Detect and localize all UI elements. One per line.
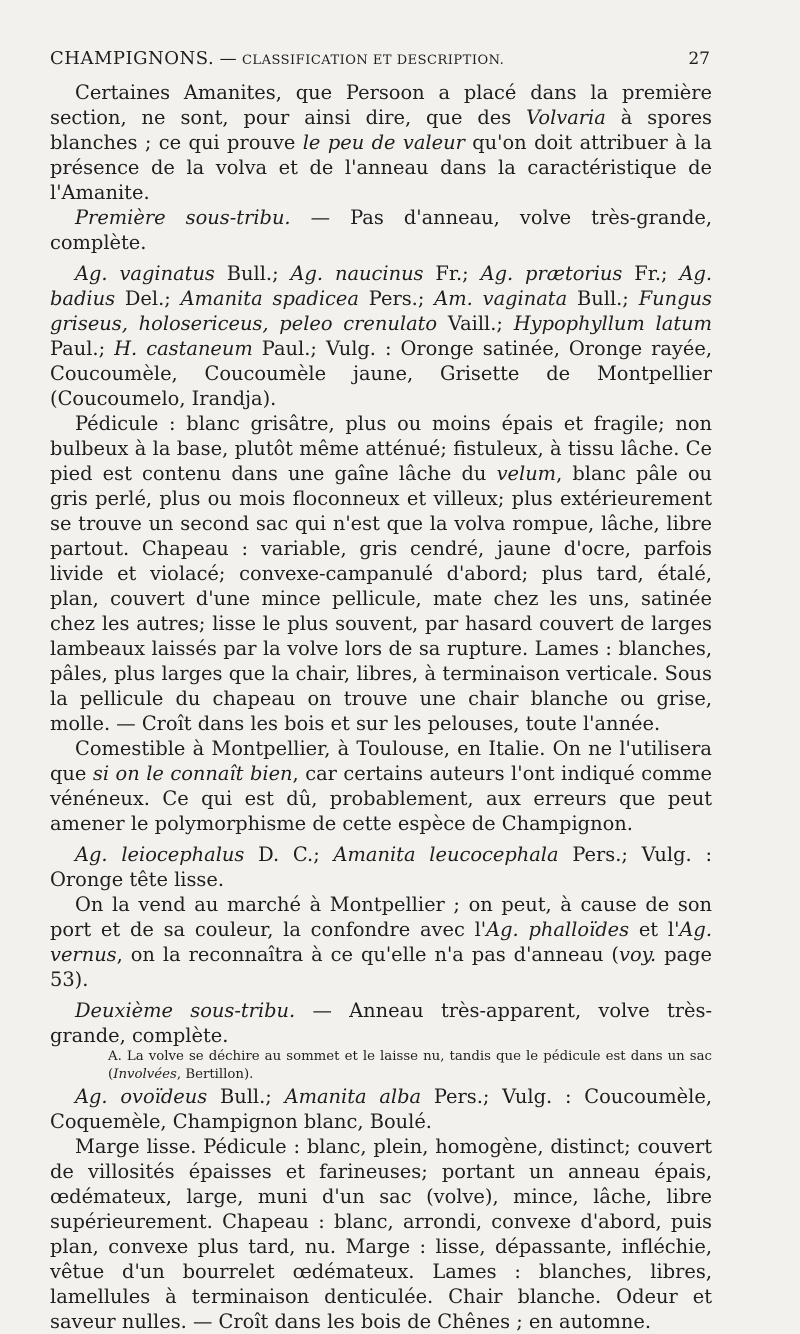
text-run: Fr.;	[622, 262, 680, 285]
italic-text: le peu de valeur	[302, 131, 465, 154]
body-text	[50, 80, 712, 1334]
text-run: , car certains auteurs l'ont indiqué comme vénéneux. Ce qui est dû, probablement, aux erreurs que peut amener le polymorphisme de cette espèce de Champignon.	[50, 762, 712, 835]
text-run: Bull.;	[214, 262, 291, 285]
footnote-paragraph	[50, 1048, 712, 1084]
text-run: , blanc pâle ou gris perlé, plus ou mois floconneux et villeux; plus extérieurement se trouve un second sac qui n'est que la volva rompue, lâche, libre partout. Chapeau : variable, gris cendré, jaune d'ocre, parfois livide et violacé; convexe-campanulé d'abord; plus tard, étalé, plan, couvert d'une mince pellicule, mate chez les uns, satinée chez les autres; lisse le plus souvent, par hasard couvert de larges lambeaux laissés par la volve lors de sa rupture. Lames : blanches, pâles, plus larges que la chair, libres, à terminaison verticale. Sous la pellicule du chapeau on trouve une chair blanche ou grise, molle. — Croît dans les bois et sur les pelouses, toute l'année.	[50, 462, 712, 735]
text-run: — Anneau très-apparent, volve très-grande, complète.	[50, 999, 712, 1047]
text-run: On la vend au marché à Montpellier ; on peut, à cause de son port et de sa couleur, la confondre avec l'	[50, 893, 712, 941]
paragraph	[50, 736, 712, 836]
text-run: D. C.;	[244, 843, 334, 866]
italic-text: Amanita alba	[284, 1085, 422, 1108]
italic-text: Ag. leiocephalus	[75, 843, 245, 866]
paragraph	[50, 205, 712, 255]
italic-text: Ag. naucinus	[290, 262, 424, 285]
header-subtitle: CLASSIFICATION ET DESCRIPTION.	[241, 53, 505, 68]
italic-text: si on le connaît bien	[92, 762, 293, 785]
paragraph	[50, 892, 712, 992]
text-run: Paul.;	[50, 337, 115, 360]
paragraph	[50, 998, 712, 1048]
header-title-group	[50, 48, 504, 69]
paragraph	[50, 80, 712, 205]
text-run: qu'on doit attribuer à la présence de la volva et de l'anneau dans la caractéristique de l'Amanite.	[50, 131, 712, 204]
italic-text: Hypophyllum latum	[513, 312, 712, 335]
text-run: page 53).	[50, 943, 712, 991]
header-separator: —	[219, 49, 237, 69]
italic-text: Volvaria	[526, 106, 606, 129]
italic-text: Ag. phalloïdes	[486, 918, 630, 941]
text-run: Paul.; Vulg. : Oronge satinée, Oronge rayée, Coucoumèle, Coucoumèle jaune, Grisette de Montpellier (Coucoumelo, Irandja).	[50, 337, 712, 410]
italic-text: Ag. vaginatus	[75, 262, 215, 285]
italic-text: velum	[496, 462, 557, 485]
paragraph	[50, 842, 712, 892]
italic-text: Fungus griseus, holosericeus, peleo crenulato	[50, 287, 712, 335]
italic-text: Deuxième sous-tribu.	[75, 999, 296, 1022]
italic-text: Ag. badius	[50, 262, 713, 310]
paragraph	[50, 1134, 712, 1334]
text-run: Certaines Amanites, que Persoon a placé dans la première section, ne sont, pour ainsi dire, que des	[50, 81, 712, 129]
text-run: et l'	[629, 918, 680, 941]
text-run: — Pas d'anneau, volve très-grande, complète.	[50, 206, 712, 254]
text-run: A. La volve se déchire au sommet et le laisse nu, tandis que le pédicule est dans un sac (	[108, 1049, 712, 1082]
paragraph	[50, 411, 712, 736]
page-number: 27	[688, 49, 710, 69]
text-run: Pers.; Vulg. : Oronge tête lisse.	[50, 843, 713, 891]
text-run: Vaill.;	[437, 312, 514, 335]
italic-text: Amanita leucocephala	[333, 843, 559, 866]
text-run: Pédicule : blanc grisâtre, plus ou moins épais et fragile; non bulbeux à la base, plutôt même atténué; fistuleux, à tissu lâche. Ce pied est contenu dans une gaîne lâche du	[50, 412, 712, 485]
italic-text: Ag. vernus	[50, 918, 712, 966]
paragraph	[50, 1084, 712, 1134]
text-run: , Bertillon).	[176, 1067, 254, 1082]
text-run: Bull.;	[207, 1085, 285, 1108]
italic-text: Première sous-tribu.	[75, 206, 291, 229]
italic-text: voy.	[619, 943, 657, 966]
text-run: , on la reconnaîtra à ce qu'elle n'a pas d'anneau (	[116, 943, 620, 966]
text-run: Pers.;	[358, 287, 435, 310]
italic-text: Involvées	[113, 1067, 177, 1082]
italic-text: Ag. ovoïdeus	[75, 1085, 208, 1108]
text-run: Del.;	[115, 287, 181, 310]
italic-text: Ag. prætorius	[480, 262, 623, 285]
text-run: Fr.;	[423, 262, 481, 285]
text-run: Bull.;	[567, 287, 639, 310]
text-run: Pers.; Vulg. : Coucoumèle, Coquemèle, Champignon blanc, Boulé.	[50, 1085, 712, 1133]
text-run: Comestible à Montpellier, à Toulouse, en Italie. On ne l'utilisera que	[50, 737, 712, 785]
italic-text: Am. vaginata	[434, 287, 568, 310]
header-title: CHAMPIGNONS.	[50, 48, 215, 69]
paragraph	[50, 261, 712, 411]
running-header	[50, 48, 710, 69]
italic-text: H. castaneum	[114, 337, 253, 360]
text-run: à spores blanches ; ce qui prouve	[50, 106, 713, 154]
italic-text: Amanita spadicea	[180, 287, 359, 310]
text-run: Marge lisse. Pédicule : blanc, plein, homogène, distinct; couvert de villosités épaisses et farineuses; portant un anneau épais, œdémateux, large, muni d'un sac (volve), mince, lâche, libre supérieurement. Chapeau : blanc, arrondi, convexe d'abord, puis plan, convexe plus tard, nu. Marge : lisse, dépassante, infléchie, vêtue d'un bourrelet œdémateux. Lames : blanches, libres, lamellules à terminaison denticulée. Chair blanche. Odeur et saveur nulles. — Croît dans les bois de Chênes ; en automne.	[50, 1135, 712, 1333]
